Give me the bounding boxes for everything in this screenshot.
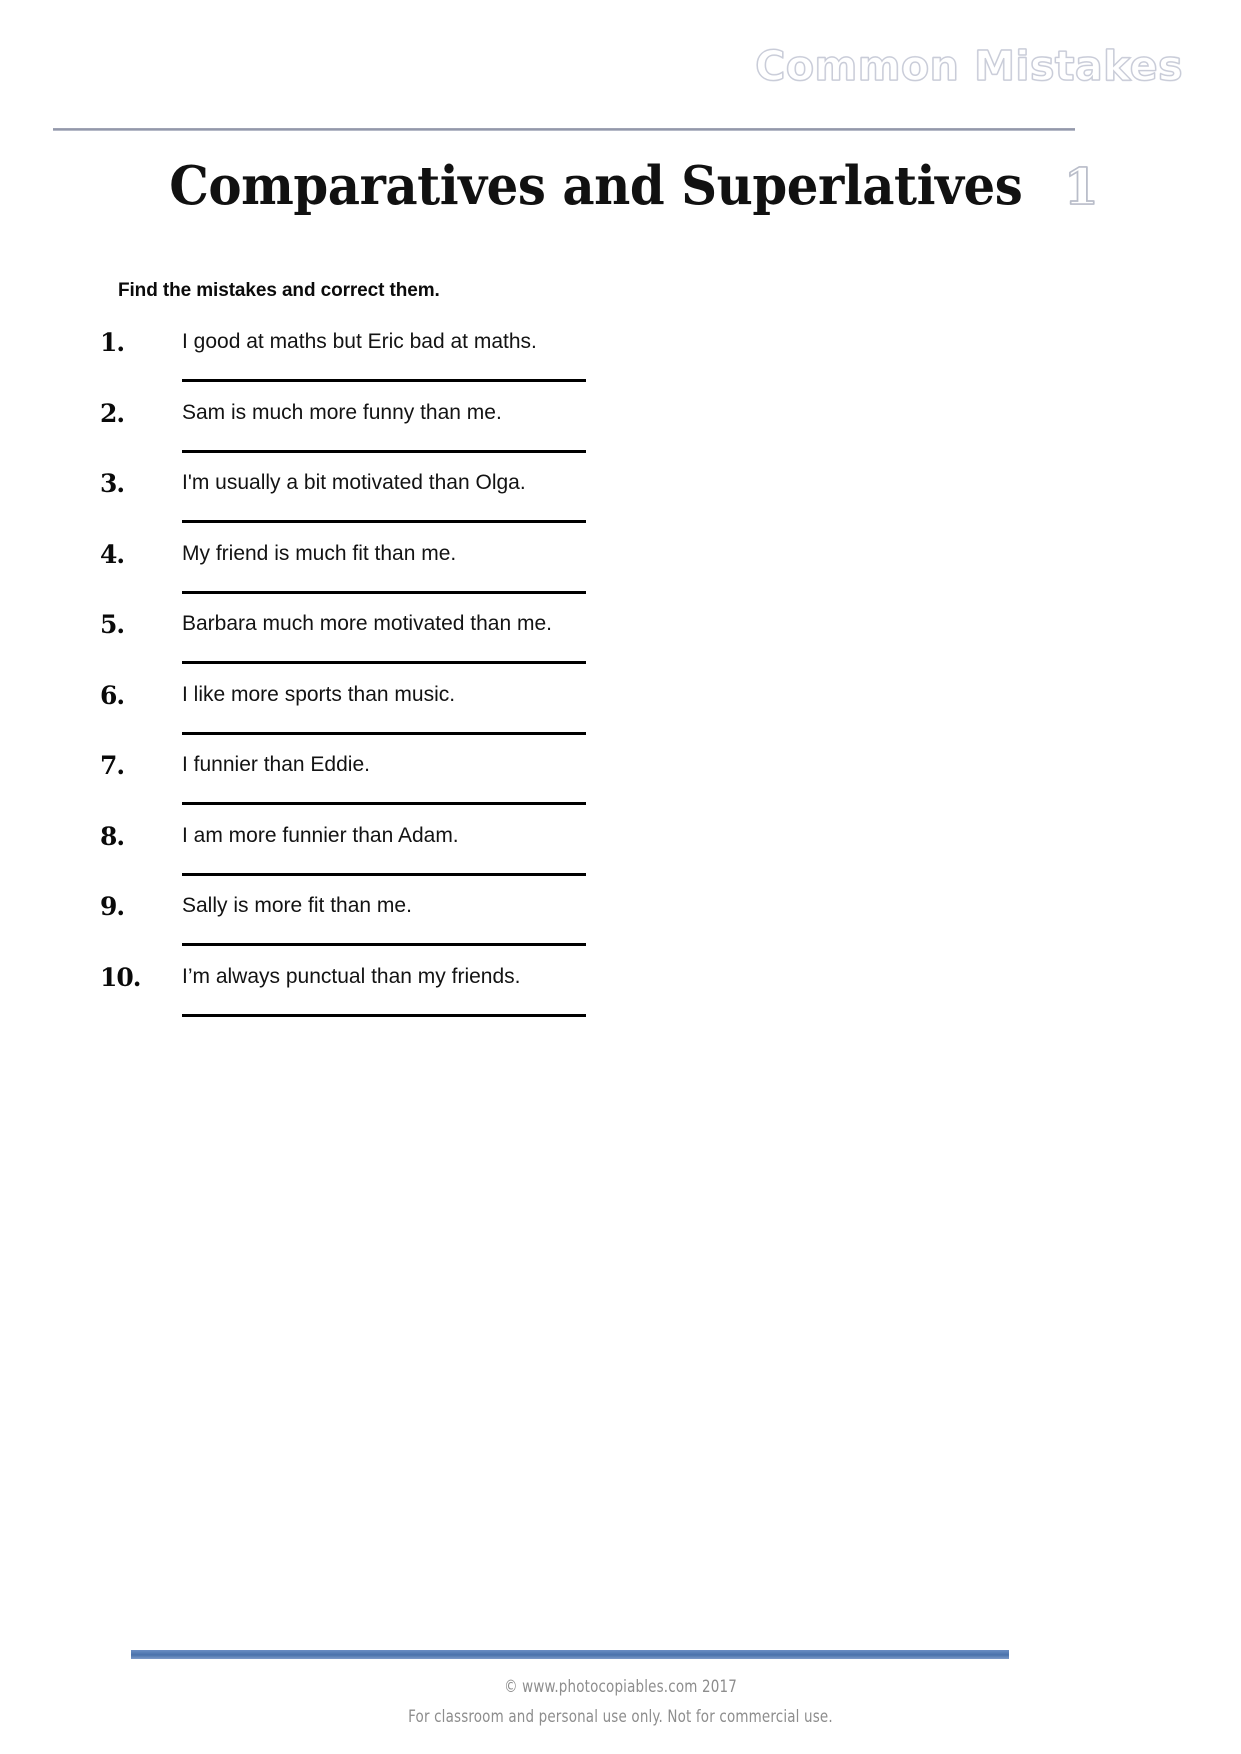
item-number: 7. <box>100 751 125 780</box>
exercise-item <box>100 461 660 532</box>
item-sentence: I'm usually a bit motivated than Olga. <box>182 471 526 494</box>
footer-credits <box>74 1672 1166 1732</box>
footer-divider-bar <box>131 1650 1009 1659</box>
answer-write-line[interactable] <box>182 943 586 946</box>
answer-write-line[interactable] <box>182 732 586 735</box>
exercise-item <box>100 884 660 955</box>
answer-write-line[interactable] <box>182 802 586 805</box>
exercise-item <box>100 673 660 744</box>
exercise-item <box>100 391 660 462</box>
answer-write-line[interactable] <box>182 591 586 594</box>
exercise-item <box>100 320 660 391</box>
page-title-text: Comparatives and Superlatives <box>169 155 1023 217</box>
exercise-item <box>100 602 660 673</box>
item-number: 4. <box>100 539 125 569</box>
answer-write-line[interactable] <box>182 379 586 382</box>
answer-write-line[interactable] <box>182 873 586 876</box>
item-sentence: I funnier than Eddie. <box>182 753 370 776</box>
exercise-item <box>100 955 660 1026</box>
item-number: 1. <box>100 328 125 357</box>
item-sentence: I good at maths but Eric bad at maths. <box>182 330 537 353</box>
answer-write-line[interactable] <box>182 520 586 523</box>
exercise-item <box>100 743 660 814</box>
item-sentence: Sam is much more funny than me. <box>182 400 502 424</box>
item-number: 3. <box>100 469 125 498</box>
item-number: 2. <box>100 398 125 428</box>
answer-write-line[interactable] <box>182 661 586 664</box>
page-header <box>0 0 1241 132</box>
worksheet-category-label: Common Mistakes <box>755 42 1183 90</box>
exercise-list <box>100 320 660 1025</box>
item-number: 5. <box>100 610 125 639</box>
item-number: 8. <box>100 821 125 851</box>
exercise-item <box>100 814 660 885</box>
item-sentence: My friend is much fit than me. <box>182 541 457 565</box>
page-title <box>0 155 1241 217</box>
item-sentence: I like more sports than music. <box>182 682 456 706</box>
item-number: 9. <box>100 892 125 921</box>
item-number: 6. <box>100 680 125 710</box>
answer-write-line[interactable] <box>182 450 586 453</box>
item-number: 10. <box>100 962 141 992</box>
header-divider <box>53 128 1075 131</box>
instruction-text: Find the mistakes and correct them. <box>118 280 440 301</box>
item-sentence: Barbara much more motivated than me. <box>182 612 553 635</box>
item-sentence: I’m always punctual than my friends. <box>182 964 521 988</box>
worksheet-number: 1 <box>1063 156 1099 216</box>
footer-copyright: © www.photocopiables.com 2017 <box>504 1677 737 1697</box>
answer-write-line[interactable] <box>182 1014 586 1017</box>
item-sentence: Sally is more fit than me. <box>182 894 412 917</box>
item-sentence: I am more funnier than Adam. <box>182 823 459 847</box>
footer-usage-terms: For classroom and personal use only. Not for commercial use. <box>408 1707 833 1727</box>
exercise-item <box>100 532 660 603</box>
